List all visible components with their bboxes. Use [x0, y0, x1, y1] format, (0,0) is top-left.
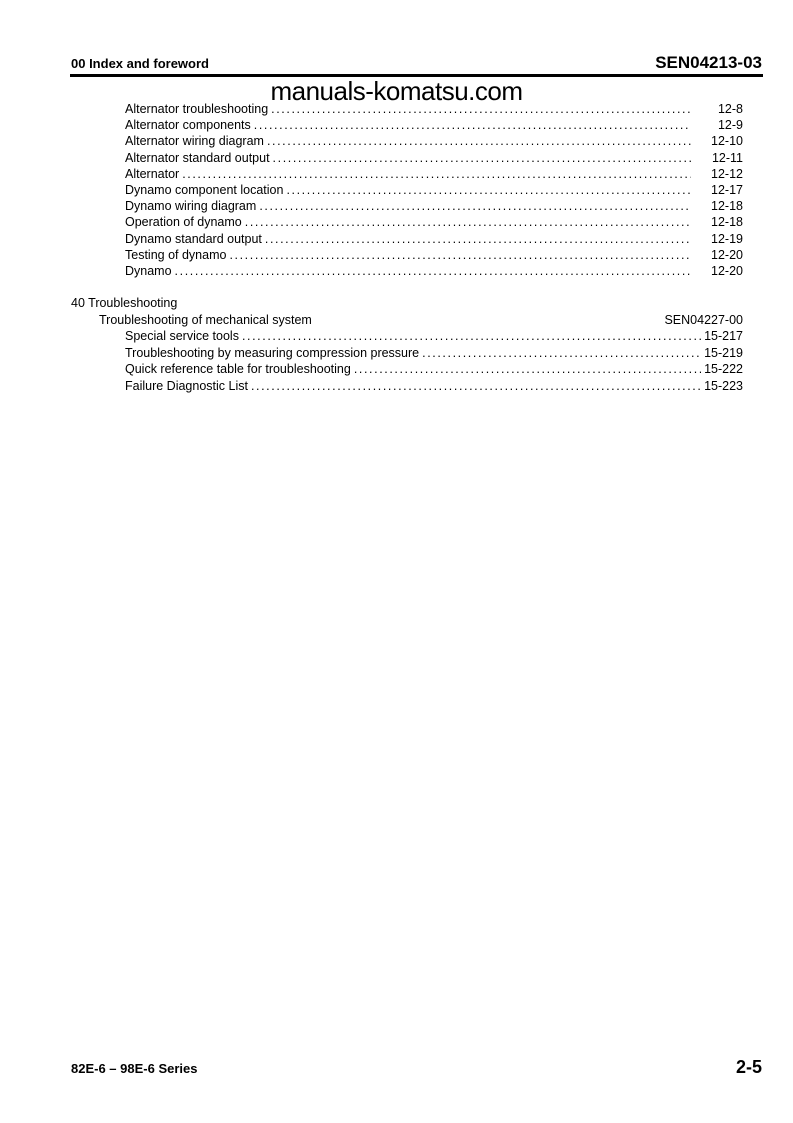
- toc-entry-label: Dynamo standard output: [125, 231, 262, 246]
- toc-section-alternator-dynamo: [0, 101, 743, 279]
- toc-entry-label: Quick reference table for troubleshooting: [125, 362, 351, 377]
- dot-leader: [242, 328, 701, 345]
- toc-entry-page: 15-219: [704, 345, 743, 360]
- toc-entry: [0, 231, 743, 247]
- header-document-code: SEN04213-03: [655, 53, 762, 72]
- dot-leader: [354, 361, 701, 378]
- dot-leader: [271, 101, 691, 117]
- toc-entry-page: 12-12: [711, 166, 743, 181]
- toc-entry-label: Dynamo wiring diagram: [125, 199, 257, 214]
- toc-entry-page: 12-11: [711, 150, 743, 165]
- dot-leader: [273, 150, 691, 166]
- toc-entry-page: 12-20: [711, 247, 743, 262]
- toc-entry-page: 12-20: [711, 264, 743, 279]
- toc-entry-label: Alternator: [125, 166, 180, 181]
- footer-page-number: 2-5: [735, 1057, 762, 1077]
- toc-entry-page: 12-9: [717, 118, 743, 133]
- toc-entry-page: 12-18: [711, 215, 743, 230]
- toc-entry-page: 15-217: [704, 329, 743, 344]
- subsection-title: Troubleshooting of mechanical system: [99, 312, 312, 327]
- toc-entry-label: Operation of dynamo: [125, 215, 242, 230]
- toc-entry-page: 12-19: [711, 231, 743, 246]
- toc-entry-page: 15-223: [704, 378, 743, 393]
- toc-entry: [0, 247, 743, 263]
- dot-leader: [254, 117, 691, 133]
- toc-entry: [0, 166, 743, 182]
- dot-leader: [251, 378, 701, 395]
- toc-entry-page: 12-17: [711, 183, 743, 198]
- toc-entry-label: Dynamo component location: [125, 183, 284, 198]
- toc-entry: [0, 361, 743, 378]
- toc-entry-page: 12-18: [711, 199, 743, 214]
- header-section-title: 00 Index and foreword: [71, 56, 209, 71]
- toc-entry-label: Troubleshooting by measuring compression pressure: [125, 345, 420, 360]
- toc-entry-label: Special service tools: [125, 329, 239, 344]
- dot-leader: [175, 263, 691, 279]
- subsection-code: SEN04227-00: [664, 312, 743, 327]
- toc-entry-page: 12-10: [711, 134, 743, 149]
- dot-leader: [422, 345, 701, 362]
- page-footer: [71, 1057, 762, 1078]
- toc-entry-label: Alternator components: [125, 118, 251, 133]
- section-heading: 40 Troubleshooting: [71, 296, 178, 310]
- section-subheading-row: [0, 312, 743, 329]
- toc-entry: [0, 117, 743, 133]
- toc-section-troubleshooting: [0, 295, 743, 395]
- toc-entry-label: Alternator wiring diagram: [125, 134, 264, 149]
- toc-entry: [0, 328, 743, 345]
- page-header: [71, 53, 762, 73]
- toc-entry: [0, 198, 743, 214]
- toc-entry-label: Dynamo: [125, 264, 172, 279]
- toc-entry-page: 12-8: [717, 102, 743, 116]
- toc-entry-page: 15-222: [704, 362, 743, 377]
- dot-leader: [245, 214, 691, 230]
- dot-leader: [286, 182, 691, 198]
- toc-entry: [0, 133, 743, 149]
- toc-entry-label: Alternator troubleshooting: [125, 102, 269, 116]
- dot-leader: [265, 231, 691, 247]
- toc-entry-label: Failure Diagnostic List: [125, 378, 248, 393]
- dot-leader: [182, 166, 691, 182]
- toc-entry: [0, 182, 743, 198]
- dot-leader: [259, 198, 691, 214]
- subsection-entries: [0, 328, 743, 394]
- toc-entry: [0, 150, 743, 166]
- watermark-text: manuals-komatsu.com: [270, 76, 523, 106]
- toc-entry-label: Testing of dynamo: [125, 247, 227, 262]
- section-heading-row: [0, 295, 743, 312]
- toc-entry: [0, 101, 743, 117]
- toc-entry: [0, 263, 743, 279]
- footer-series-label: 82E-6 – 98E-6 Series: [71, 1061, 198, 1076]
- toc-entry: [0, 214, 743, 230]
- dot-leader: [229, 247, 691, 263]
- dot-leader: [267, 133, 691, 149]
- toc-entry: [0, 345, 743, 362]
- toc-entry-label: Alternator standard output: [125, 150, 270, 165]
- toc-entry: [0, 378, 743, 395]
